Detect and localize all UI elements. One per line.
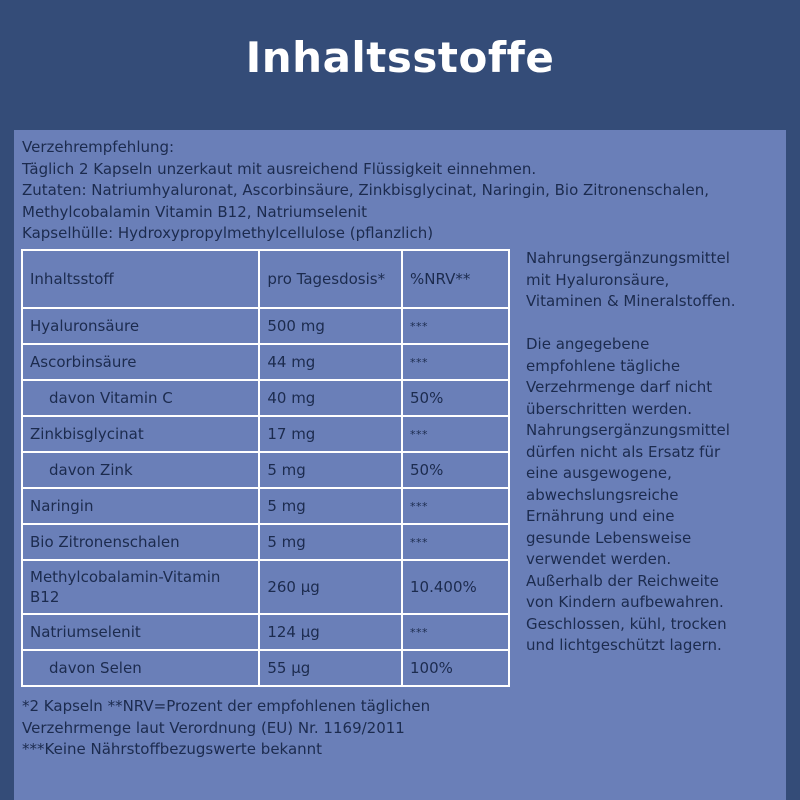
column-header: Inhaltsstoff: [22, 250, 259, 308]
warning-line: überschritten werden.: [526, 399, 693, 418]
page-title: Inhaltsstoffe: [245, 33, 555, 82]
footnote-line: ***Keine Nährstoffbezugswerte bekannt: [22, 740, 323, 758]
ingredient-name: Zinkbisglycinat: [22, 416, 259, 452]
warning-line: Außerhalb der Reichweite: [526, 571, 719, 590]
warning-line: empfohlene tägliche: [526, 356, 681, 375]
ingredient-name: davon Selen: [22, 650, 259, 686]
intro-line: Täglich 2 Kapseln unzerkaut mit ausreichend Flüssigkeit einnehmen.: [22, 159, 537, 178]
warning-line: abwechslungsreiche: [526, 485, 679, 504]
product-description: [526, 248, 788, 657]
intro-line: Methylcobalamin Vitamin B12, Natriumselenit: [22, 202, 368, 221]
daily-dose: 5 mg: [259, 452, 402, 488]
nrv-value: ***: [402, 308, 509, 344]
ingredient-name: Hyaluronsäure: [22, 308, 259, 344]
ingredient-name: Naringin: [22, 488, 259, 524]
intro-line: Verzehrempfehlung:: [22, 138, 175, 156]
ingredient-name: Methylcobalamin-Vitamin B12: [22, 560, 259, 614]
warning-line: Die angegebene: [526, 335, 650, 353]
daily-dose: 44 mg: [259, 344, 402, 380]
daily-dose: 260 µg: [259, 560, 402, 614]
warning-line: Nahrungsergänzungsmittel: [526, 421, 730, 439]
nrv-value: ***: [402, 488, 509, 524]
warning-line: Geschlossen, kühl, trocken: [526, 614, 727, 633]
table-row: [22, 452, 509, 488]
daily-dose: 40 mg: [259, 380, 402, 416]
ingredient-name: davon Zink: [22, 452, 259, 488]
nutrition-table: [21, 249, 510, 687]
warning-line: dürfen nicht als Ersatz für: [526, 442, 721, 461]
product-line: mit Hyaluronsäure,: [526, 270, 670, 289]
table-header-row: [22, 250, 509, 308]
table-row: [22, 524, 509, 560]
table-row: [22, 416, 509, 452]
table-row: [22, 308, 509, 344]
intro-line: Kapselhülle: Hydroxypropylmethylcellulose (pflanzlich): [22, 224, 434, 242]
product-line: Nahrungsergänzungsmittel: [526, 249, 730, 267]
footnotes: [22, 696, 522, 761]
table-row: [22, 344, 509, 380]
nrv-value: ***: [402, 614, 509, 650]
ingredient-name: Ascorbinsäure: [22, 344, 259, 380]
warning-line: verwendet werden.: [526, 550, 672, 568]
usage-and-ingredients: [22, 137, 792, 245]
ingredient-name: Natriumselenit: [22, 614, 259, 650]
ingredient-name: davon Vitamin C: [22, 380, 259, 416]
footnote-line: Verzehrmenge laut Verordnung (EU) Nr. 1169/2011: [22, 718, 405, 737]
warning-line: Ernährung und eine: [526, 507, 675, 525]
footnote-line: *2 Kapseln **NRV=Prozent der empfohlenen täglichen: [22, 697, 431, 715]
warning-line: und lichtgeschützt lagern.: [526, 636, 722, 654]
nrv-value: 50%: [402, 452, 509, 488]
warning-line: eine ausgewogene,: [526, 464, 672, 482]
daily-dose: 5 mg: [259, 524, 402, 560]
nrv-value: 10.400%: [402, 560, 509, 614]
warning-line: Verzehrmenge darf nicht: [526, 378, 713, 396]
daily-dose: 17 mg: [259, 416, 402, 452]
table-row: [22, 380, 509, 416]
nrv-value: ***: [402, 524, 509, 560]
column-header: %NRV**: [402, 250, 509, 308]
table-row: [22, 488, 509, 524]
warning-line: von Kindern aufbewahren.: [526, 593, 724, 611]
warning-line: gesunde Lebensweise: [526, 528, 692, 547]
spacer: [526, 313, 788, 335]
nrv-value: 50%: [402, 380, 509, 416]
table-row: [22, 560, 509, 614]
table-row: [22, 614, 509, 650]
column-header: pro Tagesdosis*: [259, 250, 402, 308]
daily-dose: 5 mg: [259, 488, 402, 524]
daily-dose: 55 µg: [259, 650, 402, 686]
daily-dose: 500 mg: [259, 308, 402, 344]
product-line: Vitaminen & Mineralstoffen.: [526, 292, 736, 310]
ingredient-name: Bio Zitronenschalen: [22, 524, 259, 560]
daily-dose: 124 µg: [259, 614, 402, 650]
nrv-value: ***: [402, 344, 509, 380]
intro-line: Zutaten: Natriumhyaluronat, Ascorbinsäure, Zinkbisglycinat, Naringin, Bio Zitronenschalen,: [22, 181, 710, 199]
table-row: [22, 650, 509, 686]
nrv-value: 100%: [402, 650, 509, 686]
nrv-value: ***: [402, 416, 509, 452]
